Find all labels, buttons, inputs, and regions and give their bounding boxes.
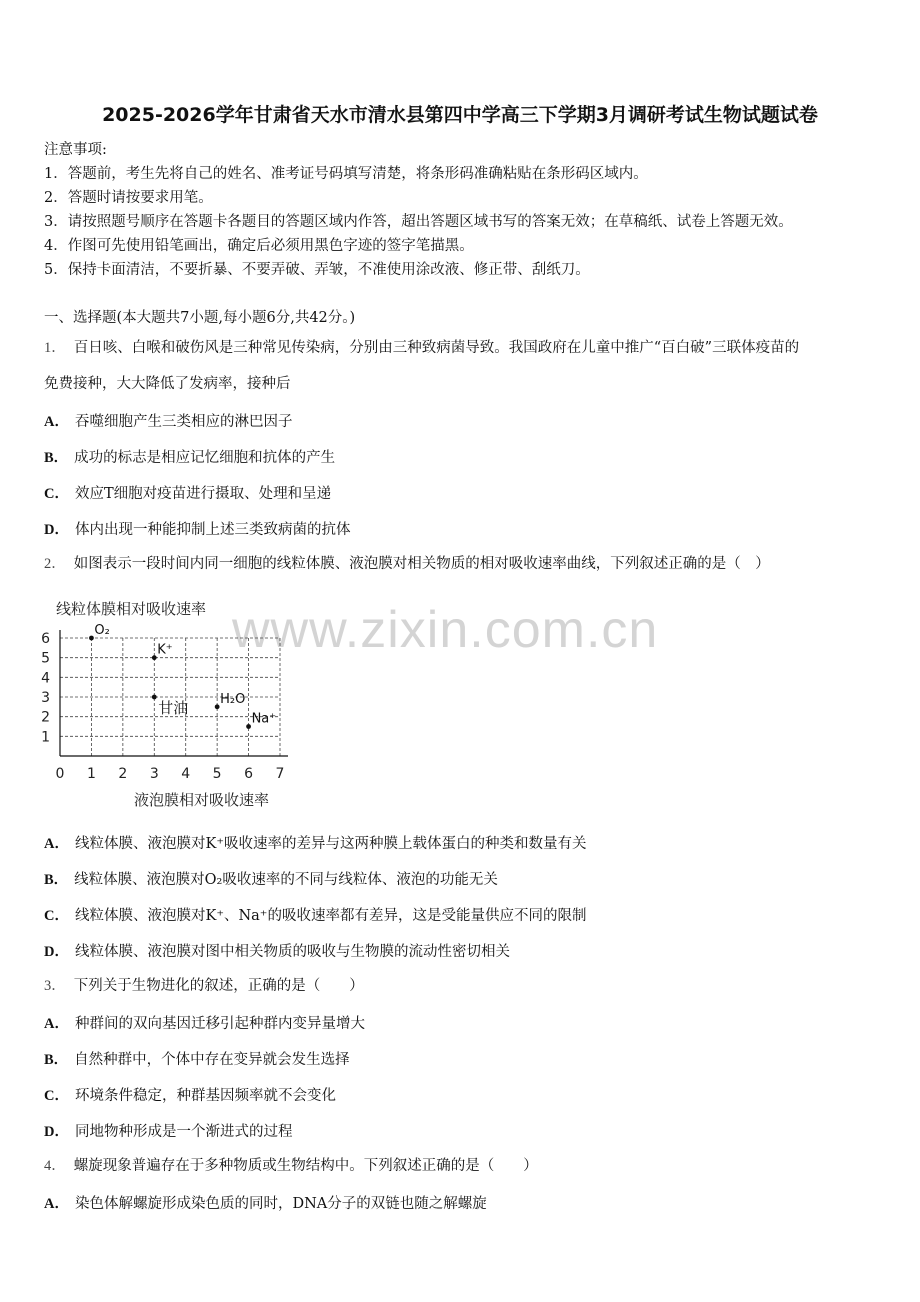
notice-item: 5．保持卡面清洁，不要折暴、不要弄破、弄皱，不准使用涂改液、修正带、刮纸刀。	[44, 262, 590, 278]
absorption-rate-chart	[40, 596, 310, 816]
option-d[interactable]	[44, 518, 350, 539]
question-1-line-2: 免费接种，大大降低了发病率，接种后	[44, 376, 291, 392]
option-text: 线粒体膜、液泡膜对K⁺吸收速率的差异与这两种膜上载体蛋白的种类和数量有关	[74, 836, 587, 852]
data-point	[215, 704, 220, 709]
option-b[interactable]	[44, 1048, 350, 1069]
option-a[interactable]	[44, 410, 292, 431]
option-letter: A．	[44, 836, 69, 852]
option-a[interactable]	[44, 1192, 487, 1213]
data-point	[152, 655, 157, 660]
option-letter: D．	[44, 944, 69, 960]
option-d[interactable]	[44, 1120, 292, 1141]
option-c[interactable]	[44, 1084, 336, 1105]
data-point	[89, 636, 94, 641]
x-tick-label: 5	[212, 766, 222, 782]
option-letter: A．	[44, 1196, 69, 1212]
option-text: 吞噬细胞产生三类相应的淋巴因子	[74, 414, 293, 430]
option-letter: D．	[44, 522, 69, 538]
x-tick-labels	[56, 766, 285, 782]
notice-item: 2．答题时请按要求用笔。	[44, 190, 213, 206]
option-text: 线粒体膜、液泡膜对K⁺、Na⁺的吸收速率都有差异，这是受能量供应不同的限制	[74, 908, 587, 924]
option-a[interactable]	[44, 1012, 365, 1033]
option-text: 染色体解螺旋形成染色质的同时，DNA分子的双链也随之解螺旋	[74, 1196, 487, 1212]
question-number: 4．	[44, 1158, 66, 1174]
y-axis-label: 线粒体膜相对吸收速率	[56, 600, 207, 618]
option-text: 成功的标志是相应记忆细胞和抗体的产生	[74, 450, 336, 466]
y-tick-label: 5	[41, 650, 50, 667]
notice-item: 4．作图可先使用铅笔画出，确定后必须用黑色字迹的签字笔描黑。	[44, 238, 474, 254]
option-letter: B．	[44, 1052, 69, 1068]
option-letter: A．	[44, 1016, 69, 1032]
option-a[interactable]	[44, 832, 586, 853]
option-letter: D．	[44, 1124, 69, 1140]
option-text: 环境条件稳定，种群基因频率就不会变化	[74, 1088, 336, 1104]
notice-item: 1．答题前，考生先将自己的姓名、准考证号码填写清楚，将条形码准确粘贴在条形码区域内。	[44, 166, 648, 182]
question-text: 百日咳、白喉和破伤风是三种常见传染病，分别由三种致病菌导致。我国政府在儿童中推广“百白破”三联体疫苗的	[73, 340, 800, 356]
question-text: 螺旋现象普遍存在于多种物质或生物结构中。下列叙述正确的是（ ）	[73, 1158, 538, 1174]
option-b[interactable]	[44, 446, 335, 467]
question-number: 2．	[44, 556, 66, 572]
option-text: 同地物种形成是一个渐进式的过程	[74, 1124, 293, 1140]
data-point	[152, 695, 157, 700]
question-3	[44, 968, 364, 1004]
x-tick-label: 6	[244, 766, 254, 782]
option-text: 自然种群中，个体中存在变异就会发生选择	[74, 1052, 350, 1068]
y-tick-label: 6	[41, 631, 50, 647]
option-letter: B．	[44, 872, 69, 888]
y-tick-label: 1	[41, 729, 50, 746]
option-text: 效应T细胞对疫苗进行摄取、处理和呈递	[74, 486, 332, 502]
option-b[interactable]	[44, 868, 498, 889]
option-letter: C．	[44, 1088, 69, 1104]
watermark: www.zixin.com.cn	[232, 601, 659, 659]
question-1-line-1	[44, 330, 799, 366]
x-tick-label: 7	[275, 766, 285, 782]
data-point-label: K⁺	[157, 642, 173, 658]
option-c[interactable]	[44, 904, 586, 925]
option-text: 线粒体膜、液泡膜对O₂吸收速率的不同与线粒体、液泡的功能无关	[74, 872, 498, 888]
x-tick-label: 4	[181, 766, 191, 782]
x-tick-label: 2	[118, 766, 128, 782]
data-point-label: 甘油	[158, 699, 189, 717]
x-tick-label: 1	[86, 766, 96, 782]
chart-axes	[60, 630, 288, 756]
option-text: 线粒体膜、液泡膜对图中相关物质的吸收与生物膜的流动性密切相关	[74, 944, 510, 960]
option-letter: C．	[44, 486, 69, 502]
option-text: 种群间的双向基因迁移引起种群内变异量增大	[74, 1016, 365, 1032]
option-letter: B．	[44, 450, 69, 466]
exam-title: 2025-2026学年甘肃省天水市清水县第四中学高三下学期3月调研考试生物试题试卷	[102, 104, 818, 126]
x-tick-label: 3	[149, 766, 159, 782]
section-heading: 一、选择题(本大题共7小题,每小题6分,共42分。)	[44, 310, 356, 326]
data-point	[246, 724, 251, 729]
data-point-label: Na⁺	[251, 711, 277, 727]
notice-block	[44, 138, 793, 282]
option-d[interactable]	[44, 940, 510, 961]
x-tick-label: 0	[55, 766, 65, 782]
option-letter: C．	[44, 908, 69, 924]
question-2	[44, 546, 770, 582]
question-4	[44, 1148, 538, 1184]
y-tick-label: 2	[41, 709, 50, 726]
y-tick-label: 3	[41, 690, 50, 706]
data-points	[89, 623, 276, 729]
question-number: 1．	[44, 340, 66, 356]
y-tick-labels	[41, 631, 50, 745]
question-text: 如图表示一段时间内同一细胞的线粒体膜、液泡膜对相关物质的相对吸收速率曲线，下列叙述正确的是（ ）	[73, 556, 770, 572]
data-point-label: H₂O	[220, 691, 246, 707]
data-point-label: O₂	[94, 623, 110, 638]
option-letter: A．	[44, 414, 69, 430]
notice-heading: 注意事项:	[44, 142, 107, 158]
notice-item: 3．请按照题号顺序在答题卡各题目的答题区域内作答，超出答题区域书写的答案无效；在草稿纸、试卷上答题无效。	[44, 214, 793, 230]
question-text: 下列关于生物进化的叙述，正确的是（ ）	[73, 978, 364, 994]
x-axis-label: 液泡膜相对吸收速率	[134, 791, 270, 809]
y-tick-label: 4	[41, 670, 50, 687]
option-c[interactable]	[44, 482, 331, 503]
question-number: 3．	[44, 978, 66, 994]
option-text: 体内出现一种能抑制上述三类致病菌的抗体	[74, 522, 351, 538]
